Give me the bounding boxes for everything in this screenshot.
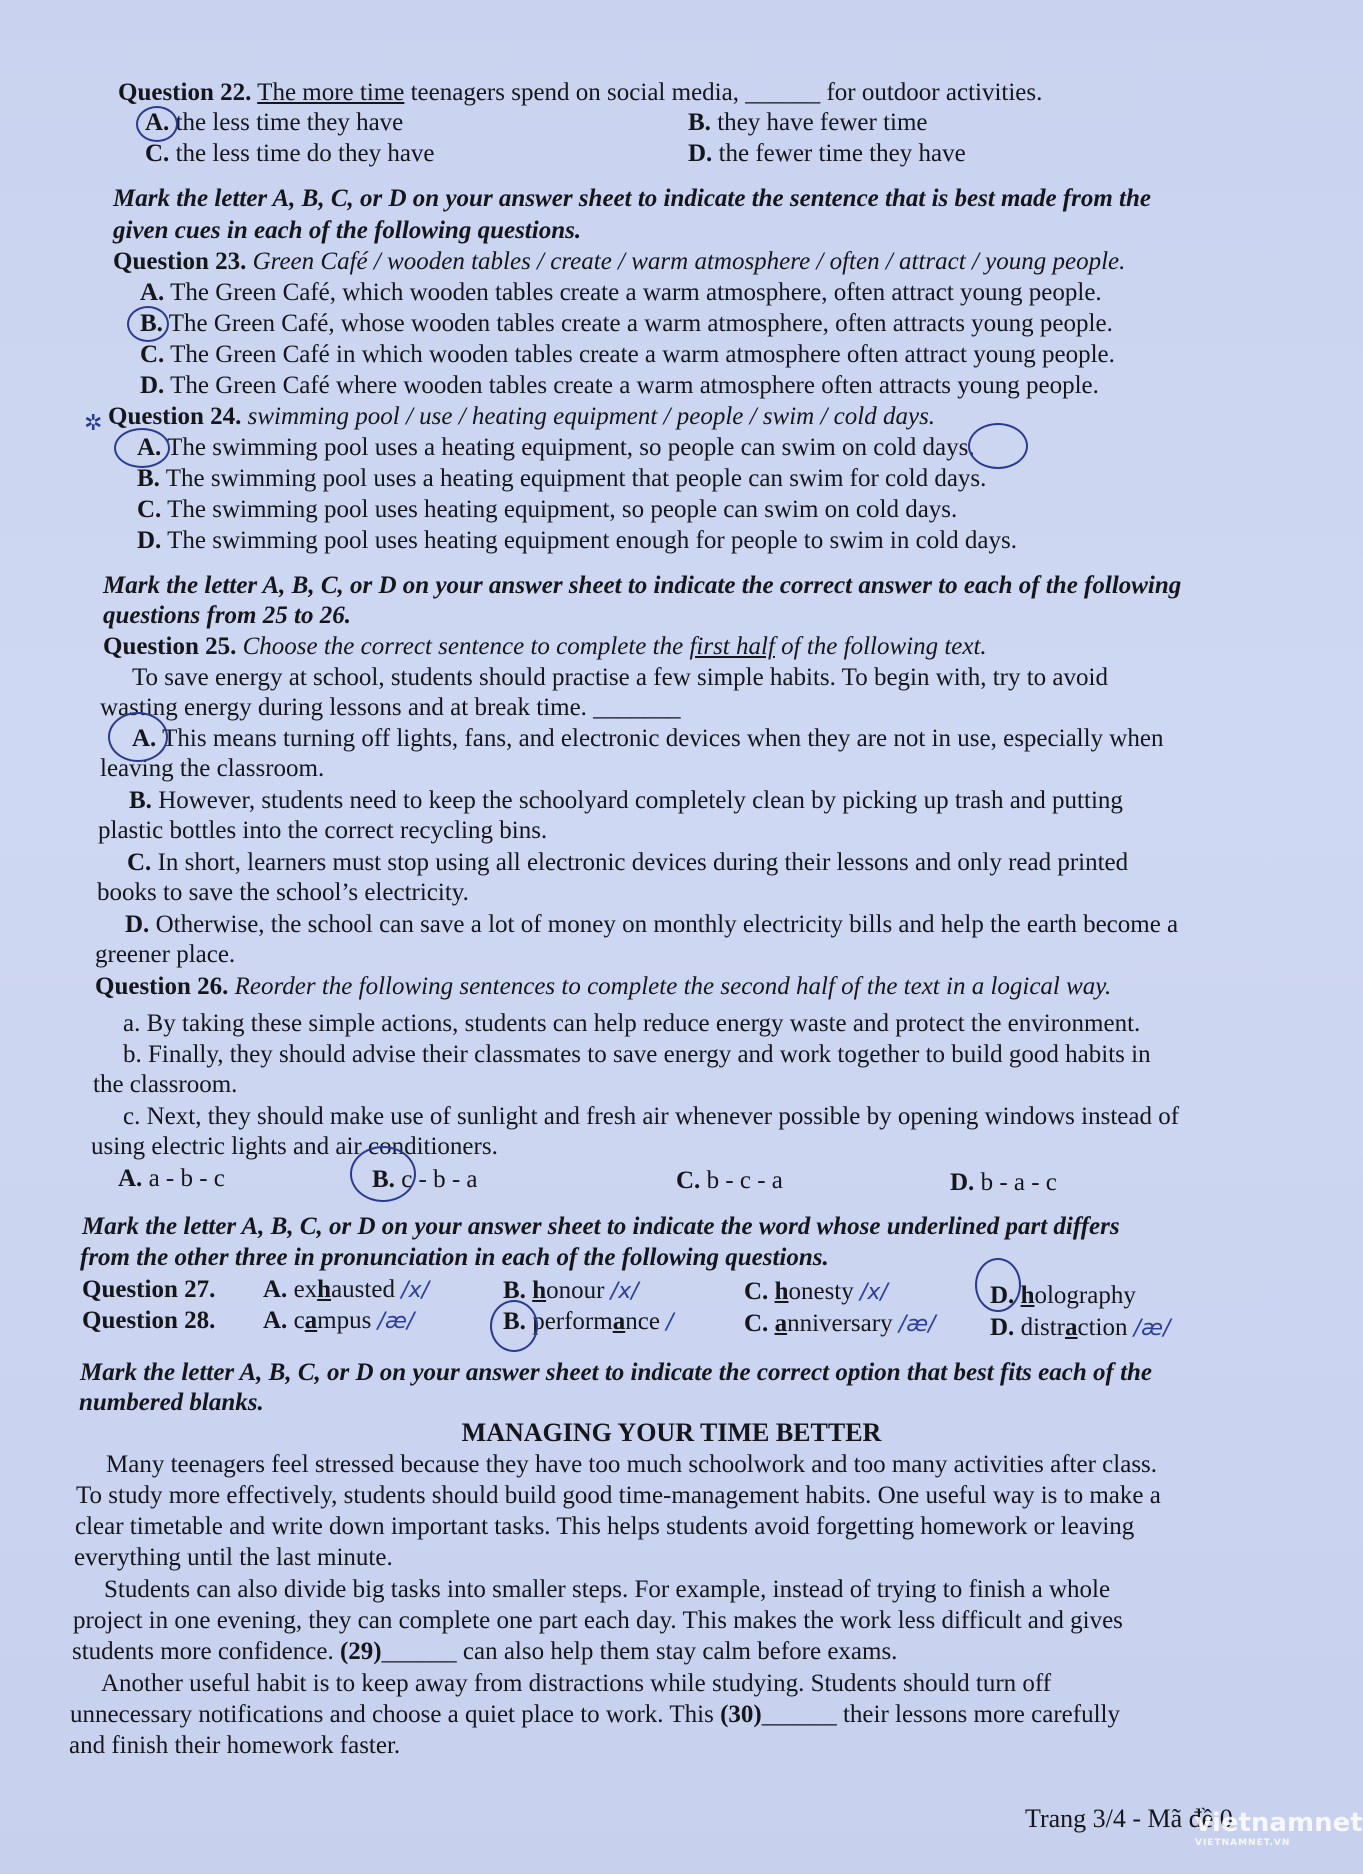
answer-circle-q28 — [490, 1300, 538, 1352]
instruction-cloze-2: numbered blanks. — [79, 1389, 264, 1416]
answer-circle-q23 — [127, 306, 169, 342]
q26-option-b: B. c - b - a — [372, 1166, 478, 1193]
passage-p1-line-4: everything until the last minute. — [74, 1544, 393, 1571]
q26-sentence-a: a. By taking these simple actions, students can help reduce energy waste and protect the environment. — [123, 1010, 1141, 1037]
q28-option-d: D. distraction /æ/ — [990, 1314, 1171, 1341]
passage-p1-line-2: To study more effectively, students should build good time-management habits. One useful way is to make a — [76, 1482, 1161, 1509]
q25-text-line-2: wasting energy during lessons and at break time. _______ — [100, 694, 681, 721]
q24-option-b: B. The swimming pool uses a heating equipment that people can swim for cold days. — [137, 465, 987, 492]
q25-option-b: B. However, students need to keep the schoolyard completely clean by picking up trash and putting — [129, 787, 1123, 814]
q22-stem-text: teenagers spend on social media, ______ for outdoor activities. — [404, 79, 1043, 106]
handwritten-note: /æ/ — [1133, 1316, 1171, 1341]
instruction-pronunciation-1: Mark the letter A, B, C, or D on your answer sheet to indicate the word whose underlined part differs — [82, 1213, 1120, 1240]
q28-option-c: C. anniversary /æ/ — [744, 1310, 936, 1337]
instruction-cloze-1: Mark the letter A, B, C, or D on your answer sheet to indicate the correct option that best fits each of the — [80, 1359, 1153, 1386]
passage-p1-line-1: Many teenagers feel stressed because they have too much schoolwork and too many activities after class. — [106, 1451, 1158, 1478]
star-mark-icon: ✲ — [84, 410, 103, 435]
q25-text-line-1: To save energy at school, students should practise a few simple habits. To begin with, try to avoid — [132, 664, 1108, 691]
answer-circle-q26 — [350, 1146, 416, 1202]
instruction-correct-answer-1: Mark the letter A, B, C, or D on your answer sheet to indicate the correct answer to each of the following — [103, 572, 1182, 599]
q22-option-d: D. the fewer time they have — [688, 140, 966, 167]
passage-p2-line-1: Students can also divide big tasks into smaller steps. For example, instead of trying to finish a whole — [104, 1576, 1111, 1603]
mark-circle-days — [968, 423, 1028, 469]
q22-option-c: C. the less time do they have — [145, 140, 435, 167]
handwritten-note: /æ/ — [377, 1309, 415, 1334]
q25-option-d: D. Otherwise, the school can save a lot of money on monthly electricity bills and help the earth become a — [125, 911, 1179, 938]
page-footer: Trang 3/4 - Mã đề 0 — [1025, 1804, 1233, 1833]
q26-sentence-b-cont: the classroom. — [93, 1071, 238, 1098]
q27-option-c: C. honesty /x/ — [744, 1278, 888, 1305]
watermark-logo: vietnamnet VIETNAMNET.VN — [1195, 1808, 1363, 1848]
passage-p3-line-3: and finish their homework faster. — [69, 1732, 401, 1759]
answer-circle-q24 — [114, 428, 170, 468]
q26-option-c: C. b - c - a — [676, 1167, 783, 1194]
q24-option-a: A. The swimming pool uses a heating equipment, so people can swim on cold days. — [137, 434, 975, 461]
instruction-sentence-building-1: Mark the letter A, B, C, or D on your answer sheet to indicate the sentence that is best made from the — [113, 185, 1152, 212]
q23-option-b: B. The Green Café, whose wooden tables create a warm atmosphere, often attracts young people. — [140, 310, 1113, 337]
passage-p1-line-3: clear timetable and write down important tasks. This helps students avoid forgetting homework or leaving — [75, 1513, 1135, 1540]
answer-circle-q22 — [136, 106, 178, 142]
instruction-pronunciation-2: from the other three in pronunciation in each of the following questions. — [80, 1244, 829, 1271]
q25-option-c: C. In short, learners must stop using all electronic devices during their lessons and only read printed — [127, 849, 1129, 876]
q22-option-b: B. they have fewer time — [688, 109, 928, 136]
blank-30-number: (30) — [720, 1701, 762, 1728]
q26-sentence-c: c. Next, they should make use of sunlight and fresh air whenever possible by opening windows instead of — [123, 1103, 1180, 1130]
handwritten-note: /x/ — [401, 1278, 430, 1303]
instruction-sentence-building-2: given cues in each of the following questions. — [113, 217, 582, 244]
passage-title: MANAGING YOUR TIME BETTER — [461, 1418, 882, 1447]
q28-option-a: A. campus /æ/ — [263, 1307, 415, 1334]
q23-option-d: D. The Green Café where wooden tables create a warm atmosphere often attracts young people. — [140, 372, 1099, 399]
q23-stem: Question 23. Green Café / wooden tables / create / warm atmosphere / often / attract / young people. — [113, 248, 1126, 275]
q27-option-a: A. exhausted /x/ — [263, 1276, 430, 1303]
q23-option-a: A. The Green Café, which wooden tables create a warm atmosphere, often attract young people. — [140, 279, 1102, 306]
q25-option-a-cont: leaving the classroom. — [100, 755, 325, 782]
passage-p3-line-2: unnecessary notifications and choose a quiet place to work. This (30)______ their lessons more carefully — [70, 1701, 1120, 1728]
q27-option-b: B. honour /x/ — [503, 1277, 639, 1304]
q24-option-c: C. The swimming pool uses heating equipment, so people can swim on cold days. — [137, 496, 958, 523]
q22-label: Question 22. — [118, 79, 252, 106]
q22-underlined: The more time — [257, 79, 405, 106]
q27-label: Question 27. — [82, 1276, 216, 1303]
q24-stem: Question 24. swimming pool / use / heating equipment / people / swim / cold days. — [108, 403, 936, 430]
q26-sentence-b: b. Finally, they should advise their classmates to save energy and work together to build good habits in — [123, 1041, 1151, 1068]
instruction-correct-answer-2: questions from 25 to 26. — [103, 602, 351, 629]
q25-option-b-cont: plastic bottles into the correct recycling bins. — [98, 817, 548, 844]
passage-p2-line-2: project in one evening, they can complete one part each day. This makes the work less difficult and gives — [73, 1607, 1123, 1634]
answer-circle-q27 — [975, 1258, 1021, 1312]
q27-option-d: D. holography — [990, 1282, 1136, 1309]
answer-circle-q25 — [108, 712, 168, 762]
q26-stem: Question 26. Reorder the following sentences to complete the second half of the text in a logical way. — [95, 973, 1112, 1000]
q25-stem: Question 25. Choose the correct sentence to complete the first half of the following text. — [103, 633, 987, 660]
q25-option-d-cont: greener place. — [95, 941, 236, 968]
q22-stem — [118, 78, 1042, 108]
q24-option-d: D. The swimming pool uses heating equipment enough for people to swim in cold days. — [137, 527, 1017, 554]
passage-p2-line-3: students more confidence. (29)______ can also help them stay calm before exams. — [72, 1638, 898, 1665]
q26-sentence-c-cont: using electric lights and air conditioners. — [91, 1133, 498, 1160]
q26-option-a: A. a - b - c — [118, 1165, 225, 1192]
blank-29-number: (29) — [339, 1638, 382, 1665]
passage-p3-line-1: Another useful habit is to keep away from distractions while studying. Students should turn off — [101, 1670, 1052, 1697]
q28-label: Question 28. — [82, 1307, 216, 1334]
q22-option-a: A. the less time they have — [145, 109, 404, 136]
q25-option-c-cont: books to save the school’s electricity. — [97, 879, 469, 906]
q23-option-c: C. The Green Café in which wooden tables create a warm atmosphere often attract young people. — [140, 341, 1115, 368]
handwritten-note: /x/ — [610, 1279, 639, 1304]
q26-option-d: D. b - a - c — [950, 1169, 1057, 1196]
q25-option-a: A. This means turning off lights, fans, and electronic devices when they are not in use, especially when — [132, 725, 1164, 752]
handwritten-note: /x/ — [860, 1280, 888, 1305]
q28-option-b: B. performance / — [503, 1308, 674, 1335]
handwritten-note: / — [666, 1310, 674, 1335]
handwritten-note: /æ/ — [898, 1312, 936, 1337]
